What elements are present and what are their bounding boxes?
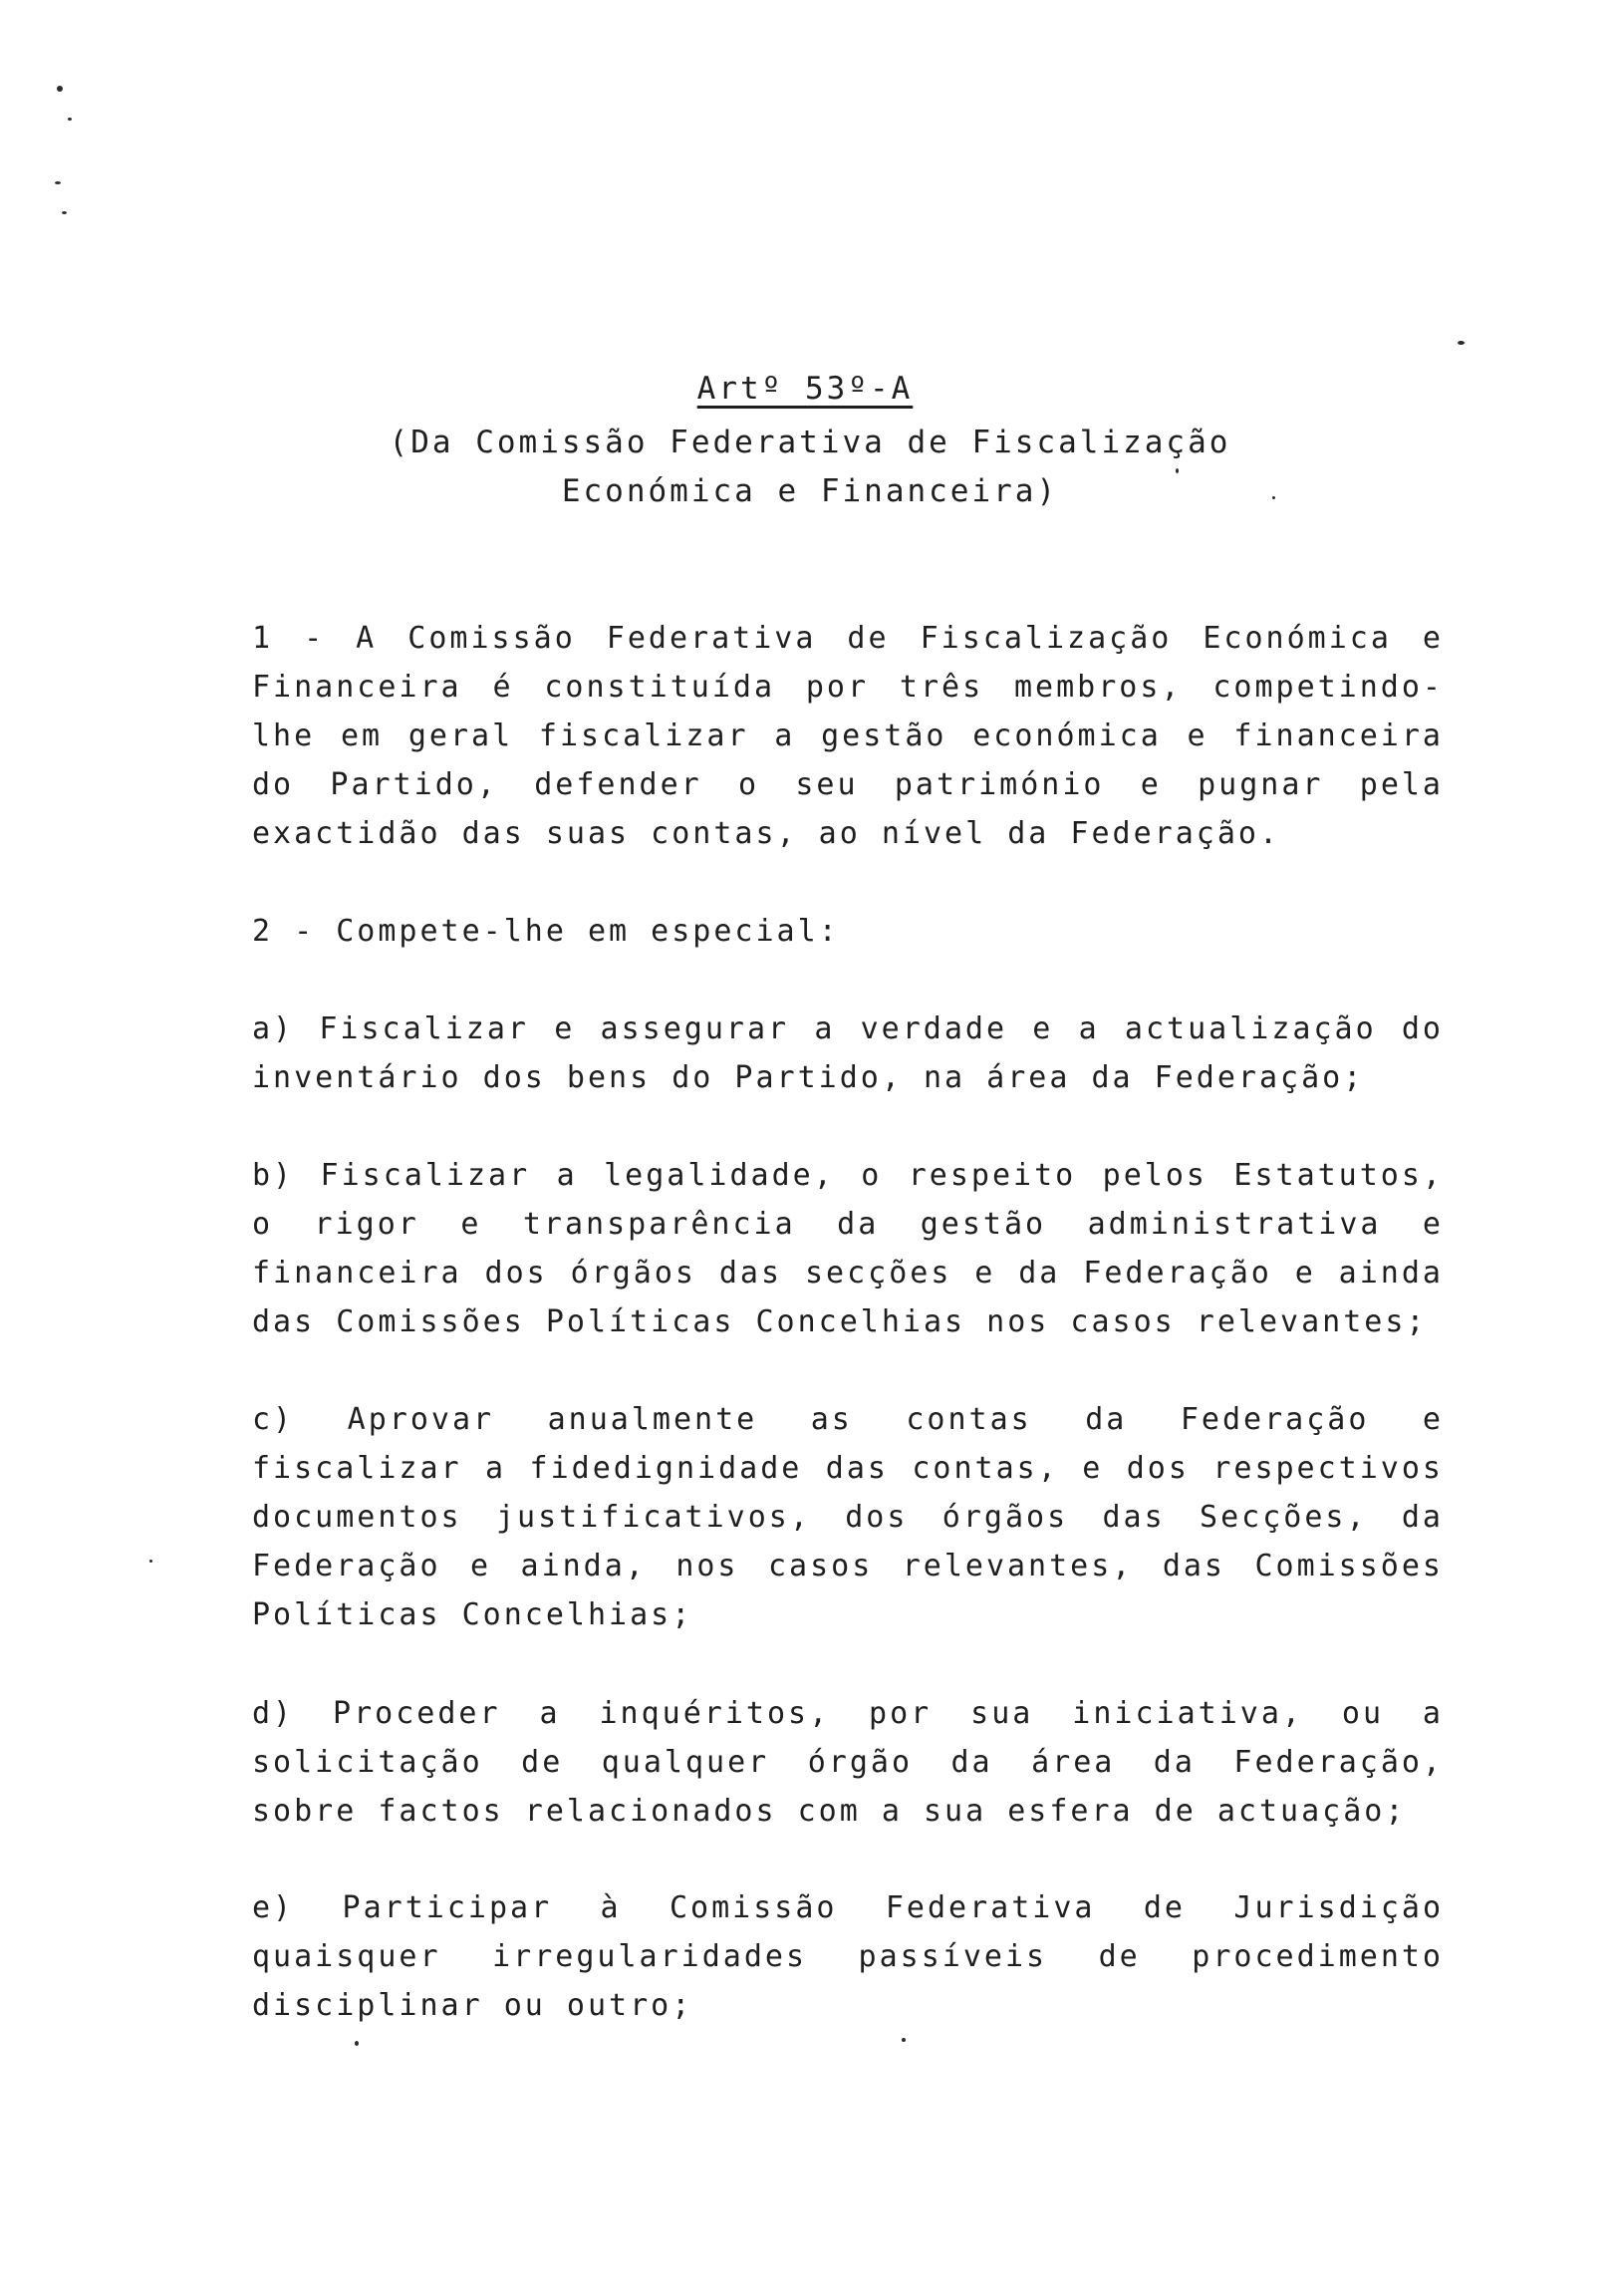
scan-speck bbox=[62, 211, 67, 214]
scan-speck bbox=[1272, 496, 1275, 499]
item-d: d) Proceder a inquéritos, por sua iniciativa, ou a solicitação de qualquer órgão da área da Federação, sobre factos relacionados com a sua esfera de actuação; bbox=[252, 1696, 1444, 1829]
scan-speck bbox=[68, 118, 72, 121]
item-a: a) Fiscalizar e assegurar a verdade e a actualização do inventário dos bens do Partido, na área da Federação; bbox=[252, 1011, 1444, 1095]
scan-speck bbox=[57, 86, 63, 92]
paragraph-1: 1 - A Comissão Federativa de Fiscalização Económica e Financeira é constituída por três membros, competindo-lhe em geral fiscalizar a gestão económica e financeira do Partido, defender o seu património e pugnar pela exactidão das suas contas, ao nível da Federação. bbox=[252, 621, 1444, 851]
scan-speck bbox=[1176, 468, 1179, 473]
article-subtitle: (Da Comissão Federativa de Fiscalização Económica e Financeira) bbox=[389, 425, 1231, 509]
item-c: c) Aprovar anualmente as contas da Federação e fiscalizar a fidedignidade das contas, e dos respectivos documentos justificativos, dos órgãos das Secções, da Federação e ainda, nos casos relevantes, das Comissões Políticas Concelhias; bbox=[252, 1402, 1444, 1632]
scan-speck bbox=[902, 2038, 906, 2042]
scan-speck bbox=[355, 2041, 359, 2046]
scan-speck bbox=[55, 181, 61, 184]
item-b: b) Fiscalizar a legalidade, o respeito pelos Estatutos, o rigor e transparência da gestão administrativa e financeira dos órgãos das secções e da Federação e ainda das Comissões Políticas Concelhias nos casos relevantes; bbox=[252, 1158, 1444, 1339]
article-title: Artº 53º-A bbox=[696, 371, 914, 407]
paragraph-2: 2 - Compete-lhe em especial: bbox=[252, 914, 840, 949]
item-e: e) Participar à Comissão Federativa de Jurisdição quaisquer irregularidades passíveis de procedimento disciplinar ou outro; bbox=[252, 1890, 1444, 2023]
scan-speck bbox=[149, 1560, 152, 1563]
scan-speck bbox=[1458, 341, 1465, 345]
